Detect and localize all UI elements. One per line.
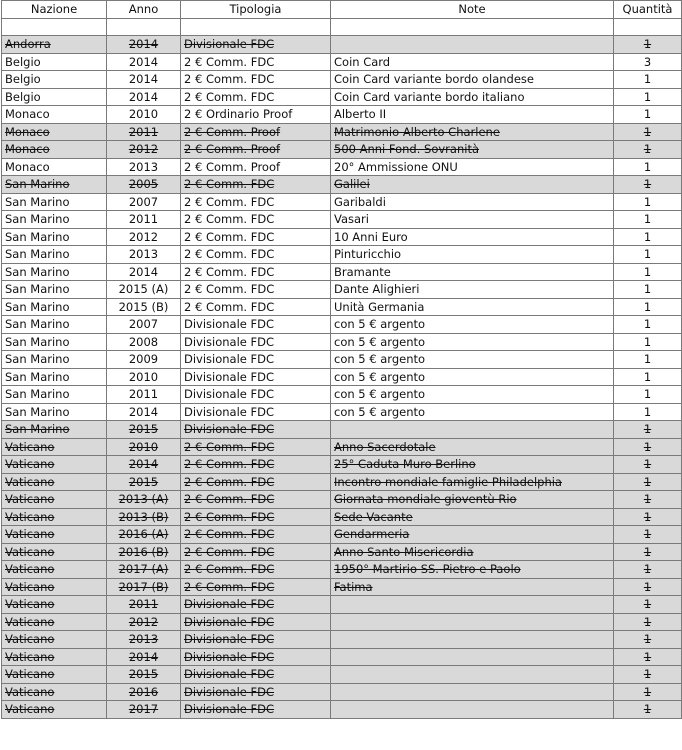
cell-nazione: Vaticano bbox=[2, 543, 107, 561]
cell-anno: 2017 bbox=[107, 701, 181, 719]
cell-quantita: 3 bbox=[614, 53, 682, 71]
cell-nazione: Vaticano bbox=[2, 596, 107, 614]
table-row bbox=[2, 281, 682, 299]
table-row bbox=[2, 193, 682, 211]
table-row bbox=[2, 578, 682, 596]
table-row bbox=[2, 36, 682, 54]
cell-anno: 2015 bbox=[107, 421, 181, 439]
cell-note: Alberto II bbox=[331, 106, 614, 124]
cell-nazione: Vaticano bbox=[2, 561, 107, 579]
cell-nazione: Monaco bbox=[2, 158, 107, 176]
cell-anno: 2016 (A) bbox=[107, 526, 181, 544]
cell-nazione: Vaticano bbox=[2, 438, 107, 456]
cell-tipologia: 2 € Comm. FDC bbox=[181, 438, 331, 456]
cell-tipologia: 2 € Comm. FDC bbox=[181, 211, 331, 229]
cell-anno: 2017 (A) bbox=[107, 561, 181, 579]
cell-note: Gendarmeria bbox=[331, 526, 614, 544]
cell-anno: 2014 bbox=[107, 403, 181, 421]
cell-tipologia: 2 € Comm. FDC bbox=[181, 491, 331, 509]
cell-anno: 2013 bbox=[107, 246, 181, 264]
cell-nazione: San Marino bbox=[2, 246, 107, 264]
cell-anno: 2013 (A) bbox=[107, 491, 181, 509]
cell-quantita: 1 bbox=[614, 351, 682, 369]
table-row bbox=[2, 473, 682, 491]
cell-anno: 2013 (B) bbox=[107, 508, 181, 526]
cell-anno: 2013 bbox=[107, 158, 181, 176]
cell-anno: 2017 (B) bbox=[107, 578, 181, 596]
cell-note: Sede Vacante bbox=[331, 508, 614, 526]
cell-tipologia: Divisionale FDC bbox=[181, 316, 331, 334]
cell-tipologia: 2 € Comm. FDC bbox=[181, 246, 331, 264]
cell-quantita: 1 bbox=[614, 666, 682, 684]
table-row bbox=[2, 106, 682, 124]
cell-note: Dante Alighieri bbox=[331, 281, 614, 299]
cell-tipologia: 2 € Comm. FDC bbox=[181, 456, 331, 474]
cell-note bbox=[331, 613, 614, 631]
cell-quantita: 1 bbox=[614, 123, 682, 141]
table-row bbox=[2, 683, 682, 701]
cell-note: con 5 € argento bbox=[331, 386, 614, 404]
cell-anno: 2014 bbox=[107, 88, 181, 106]
cell-tipologia: 2 € Comm. FDC bbox=[181, 193, 331, 211]
cell-note bbox=[331, 36, 614, 54]
table-row bbox=[2, 141, 682, 159]
cell-quantita: 1 bbox=[614, 508, 682, 526]
cell-quantita: 1 bbox=[614, 316, 682, 334]
cell-anno: 2014 bbox=[107, 648, 181, 666]
table-row bbox=[2, 508, 682, 526]
header-anno: Anno bbox=[107, 1, 181, 19]
cell-tipologia bbox=[181, 18, 331, 36]
table-row bbox=[2, 561, 682, 579]
cell-nazione: San Marino bbox=[2, 351, 107, 369]
table-row bbox=[2, 596, 682, 614]
cell-quantita: 1 bbox=[614, 158, 682, 176]
cell-nazione: Vaticano bbox=[2, 666, 107, 684]
table-row bbox=[2, 491, 682, 509]
header-nazione: Nazione bbox=[2, 1, 107, 19]
table-row bbox=[2, 263, 682, 281]
table-row bbox=[2, 701, 682, 719]
cell-nazione bbox=[2, 18, 107, 36]
cell-quantita: 1 bbox=[614, 263, 682, 281]
table-row bbox=[2, 158, 682, 176]
cell-anno: 2011 bbox=[107, 596, 181, 614]
cell-anno: 2007 bbox=[107, 316, 181, 334]
cell-tipologia: Divisionale FDC bbox=[181, 596, 331, 614]
cell-anno: 2010 bbox=[107, 368, 181, 386]
cell-quantita: 1 bbox=[614, 246, 682, 264]
table-row bbox=[2, 543, 682, 561]
cell-nazione: Vaticano bbox=[2, 491, 107, 509]
cell-anno: 2012 bbox=[107, 228, 181, 246]
cell-tipologia: Divisionale FDC bbox=[181, 701, 331, 719]
cell-anno: 2010 bbox=[107, 106, 181, 124]
cell-nazione: Vaticano bbox=[2, 613, 107, 631]
table-row bbox=[2, 211, 682, 229]
cell-quantita: 1 bbox=[614, 176, 682, 194]
cell-tipologia: 2 € Comm. Proof bbox=[181, 158, 331, 176]
cell-quantita: 1 bbox=[614, 596, 682, 614]
cell-note: Coin Card variante bordo italiano bbox=[331, 88, 614, 106]
cell-nazione: San Marino bbox=[2, 298, 107, 316]
table-row bbox=[2, 298, 682, 316]
cell-tipologia: 2 € Comm. FDC bbox=[181, 53, 331, 71]
cell-note: 25° Caduta Muro Berlino bbox=[331, 456, 614, 474]
cell-tipologia: 2 € Comm. Proof bbox=[181, 123, 331, 141]
cell-tipologia: Divisionale FDC bbox=[181, 666, 331, 684]
cell-anno: 2007 bbox=[107, 193, 181, 211]
cell-nazione: San Marino bbox=[2, 333, 107, 351]
cell-tipologia: Divisionale FDC bbox=[181, 386, 331, 404]
cell-quantita bbox=[614, 18, 682, 36]
cell-nazione: Vaticano bbox=[2, 526, 107, 544]
cell-tipologia: Divisionale FDC bbox=[181, 36, 331, 54]
cell-nazione: San Marino bbox=[2, 193, 107, 211]
cell-nazione: San Marino bbox=[2, 386, 107, 404]
cell-nazione: Vaticano bbox=[2, 631, 107, 649]
table-row bbox=[2, 666, 682, 684]
table-row bbox=[2, 421, 682, 439]
cell-quantita: 1 bbox=[614, 578, 682, 596]
cell-nazione: Andorra bbox=[2, 36, 107, 54]
cell-nazione: Vaticano bbox=[2, 648, 107, 666]
table-body bbox=[2, 18, 682, 718]
table-row bbox=[2, 403, 682, 421]
cell-anno: 2016 (B) bbox=[107, 543, 181, 561]
cell-tipologia: Divisionale FDC bbox=[181, 403, 331, 421]
cell-anno: 2010 bbox=[107, 438, 181, 456]
table-row bbox=[2, 53, 682, 71]
cell-note: con 5 € argento bbox=[331, 333, 614, 351]
cell-nazione: Vaticano bbox=[2, 701, 107, 719]
table-row bbox=[2, 613, 682, 631]
cell-anno: 2014 bbox=[107, 53, 181, 71]
cell-tipologia: 2 € Comm. FDC bbox=[181, 298, 331, 316]
table-row bbox=[2, 526, 682, 544]
cell-note: Unità Germania bbox=[331, 298, 614, 316]
cell-nazione: San Marino bbox=[2, 316, 107, 334]
cell-anno: 2014 bbox=[107, 263, 181, 281]
cell-quantita: 1 bbox=[614, 141, 682, 159]
cell-nazione: San Marino bbox=[2, 263, 107, 281]
cell-quantita: 1 bbox=[614, 491, 682, 509]
table-row bbox=[2, 88, 682, 106]
table-row bbox=[2, 456, 682, 474]
table-row bbox=[2, 228, 682, 246]
cell-tipologia: 2 € Comm. FDC bbox=[181, 281, 331, 299]
cell-note bbox=[331, 596, 614, 614]
cell-tipologia: Divisionale FDC bbox=[181, 683, 331, 701]
cell-tipologia: Divisionale FDC bbox=[181, 421, 331, 439]
cell-quantita: 1 bbox=[614, 456, 682, 474]
cell-anno: 2015 bbox=[107, 473, 181, 491]
cell-quantita: 1 bbox=[614, 526, 682, 544]
cell-note: Anno Sacerdotale bbox=[331, 438, 614, 456]
cell-anno: 2014 bbox=[107, 456, 181, 474]
cell-nazione: San Marino bbox=[2, 421, 107, 439]
table-row bbox=[2, 386, 682, 404]
cell-tipologia: Divisionale FDC bbox=[181, 631, 331, 649]
cell-note: Coin Card variante bordo olandese bbox=[331, 71, 614, 89]
cell-note: Bramante bbox=[331, 263, 614, 281]
cell-tipologia: 2 € Comm. FDC bbox=[181, 71, 331, 89]
cell-quantita: 1 bbox=[614, 473, 682, 491]
cell-nazione: San Marino bbox=[2, 228, 107, 246]
cell-anno: 2009 bbox=[107, 351, 181, 369]
cell-anno: 2008 bbox=[107, 333, 181, 351]
table-row bbox=[2, 368, 682, 386]
header-row bbox=[2, 1, 682, 19]
cell-quantita: 1 bbox=[614, 421, 682, 439]
cell-tipologia: 2 € Comm. FDC bbox=[181, 473, 331, 491]
table-row bbox=[2, 648, 682, 666]
table-row bbox=[2, 246, 682, 264]
cell-tipologia: 2 € Comm. Proof bbox=[181, 141, 331, 159]
cell-tipologia: 2 € Comm. FDC bbox=[181, 508, 331, 526]
cell-quantita: 1 bbox=[614, 438, 682, 456]
cell-nazione: Vaticano bbox=[2, 508, 107, 526]
cell-tipologia: 2 € Comm. FDC bbox=[181, 88, 331, 106]
cell-nazione: Monaco bbox=[2, 106, 107, 124]
cell-nazione: Vaticano bbox=[2, 578, 107, 596]
cell-nazione: San Marino bbox=[2, 176, 107, 194]
cell-note: 10 Anni Euro bbox=[331, 228, 614, 246]
table-row bbox=[2, 351, 682, 369]
cell-quantita: 1 bbox=[614, 281, 682, 299]
cell-quantita: 1 bbox=[614, 211, 682, 229]
header-note: Note bbox=[331, 1, 614, 19]
cell-anno: 2011 bbox=[107, 211, 181, 229]
cell-anno bbox=[107, 18, 181, 36]
cell-nazione: Belgio bbox=[2, 88, 107, 106]
table-row bbox=[2, 71, 682, 89]
cell-nazione: San Marino bbox=[2, 281, 107, 299]
cell-quantita: 1 bbox=[614, 36, 682, 54]
cell-quantita: 1 bbox=[614, 88, 682, 106]
cell-note: 20° Ammissione ONU bbox=[331, 158, 614, 176]
cell-tipologia: 2 € Comm. FDC bbox=[181, 561, 331, 579]
cell-note: Vasari bbox=[331, 211, 614, 229]
cell-note: Incontro mondiale famiglie Philadelphia bbox=[331, 473, 614, 491]
cell-nazione: Belgio bbox=[2, 53, 107, 71]
cell-tipologia: 2 € Comm. FDC bbox=[181, 228, 331, 246]
cell-tipologia: 2 € Ordinario Proof bbox=[181, 106, 331, 124]
cell-note bbox=[331, 18, 614, 36]
cell-note: Garibaldi bbox=[331, 193, 614, 211]
header-tipologia: Tipologia bbox=[181, 1, 331, 19]
cell-anno: 2014 bbox=[107, 71, 181, 89]
cell-quantita: 1 bbox=[614, 701, 682, 719]
cell-tipologia: 2 € Comm. FDC bbox=[181, 543, 331, 561]
cell-quantita: 1 bbox=[614, 106, 682, 124]
cell-quantita: 1 bbox=[614, 333, 682, 351]
cell-quantita: 1 bbox=[614, 648, 682, 666]
cell-nazione: Vaticano bbox=[2, 473, 107, 491]
cell-nazione: San Marino bbox=[2, 368, 107, 386]
cell-anno: 2015 bbox=[107, 666, 181, 684]
cell-anno: 2016 bbox=[107, 683, 181, 701]
table-row bbox=[2, 333, 682, 351]
cell-note bbox=[331, 631, 614, 649]
cell-note: Galilei bbox=[331, 176, 614, 194]
cell-anno: 2012 bbox=[107, 141, 181, 159]
cell-note bbox=[331, 701, 614, 719]
cell-note: con 5 € argento bbox=[331, 368, 614, 386]
cell-anno: 2011 bbox=[107, 386, 181, 404]
cell-note bbox=[331, 421, 614, 439]
cell-anno: 2015 (A) bbox=[107, 281, 181, 299]
cell-anno: 2011 bbox=[107, 123, 181, 141]
cell-note: Anno Santo Misericordia bbox=[331, 543, 614, 561]
cell-tipologia: Divisionale FDC bbox=[181, 648, 331, 666]
cell-note: Fatima bbox=[331, 578, 614, 596]
cell-note bbox=[331, 666, 614, 684]
cell-tipologia: Divisionale FDC bbox=[181, 351, 331, 369]
cell-anno: 2013 bbox=[107, 631, 181, 649]
cell-tipologia: 2 € Comm. FDC bbox=[181, 176, 331, 194]
cell-quantita: 1 bbox=[614, 71, 682, 89]
cell-note: Matrimonio Alberto Charlene bbox=[331, 123, 614, 141]
cell-quantita: 1 bbox=[614, 228, 682, 246]
header-quantita: Quantità bbox=[614, 1, 682, 19]
cell-nazione: Belgio bbox=[2, 71, 107, 89]
table-row bbox=[2, 18, 682, 36]
table-row bbox=[2, 176, 682, 194]
table-row bbox=[2, 316, 682, 334]
cell-nazione: Monaco bbox=[2, 123, 107, 141]
cell-quantita: 1 bbox=[614, 368, 682, 386]
cell-tipologia: 2 € Comm. FDC bbox=[181, 263, 331, 281]
cell-anno: 2005 bbox=[107, 176, 181, 194]
cell-nazione: Monaco bbox=[2, 141, 107, 159]
cell-tipologia: 2 € Comm. FDC bbox=[181, 526, 331, 544]
cell-quantita: 1 bbox=[614, 193, 682, 211]
cell-nazione: Vaticano bbox=[2, 456, 107, 474]
table-row bbox=[2, 123, 682, 141]
cell-note: con 5 € argento bbox=[331, 403, 614, 421]
cell-nazione: San Marino bbox=[2, 403, 107, 421]
cell-anno: 2012 bbox=[107, 613, 181, 631]
cell-note: 1950° Martirio SS. Pietro e Paolo bbox=[331, 561, 614, 579]
table-row bbox=[2, 631, 682, 649]
cell-quantita: 1 bbox=[614, 298, 682, 316]
cell-note bbox=[331, 683, 614, 701]
cell-quantita: 1 bbox=[614, 631, 682, 649]
cell-quantita: 1 bbox=[614, 683, 682, 701]
cell-note: 500 Anni Fond. Sovranità bbox=[331, 141, 614, 159]
cell-quantita: 1 bbox=[614, 386, 682, 404]
cell-note bbox=[331, 648, 614, 666]
cell-note: con 5 € argento bbox=[331, 351, 614, 369]
table-row bbox=[2, 438, 682, 456]
cell-note: con 5 € argento bbox=[331, 316, 614, 334]
cell-quantita: 1 bbox=[614, 403, 682, 421]
cell-nazione: Vaticano bbox=[2, 683, 107, 701]
coin-collection-table bbox=[1, 0, 682, 719]
cell-anno: 2014 bbox=[107, 36, 181, 54]
cell-quantita: 1 bbox=[614, 613, 682, 631]
cell-anno: 2015 (B) bbox=[107, 298, 181, 316]
cell-tipologia: Divisionale FDC bbox=[181, 613, 331, 631]
cell-tipologia: Divisionale FDC bbox=[181, 333, 331, 351]
cell-note: Giornata mondiale gioventù Rio bbox=[331, 491, 614, 509]
cell-tipologia: 2 € Comm. FDC bbox=[181, 578, 331, 596]
cell-quantita: 1 bbox=[614, 561, 682, 579]
cell-nazione: San Marino bbox=[2, 211, 107, 229]
cell-quantita: 1 bbox=[614, 543, 682, 561]
cell-tipologia: Divisionale FDC bbox=[181, 368, 331, 386]
cell-note: Coin Card bbox=[331, 53, 614, 71]
cell-note: Pinturicchio bbox=[331, 246, 614, 264]
